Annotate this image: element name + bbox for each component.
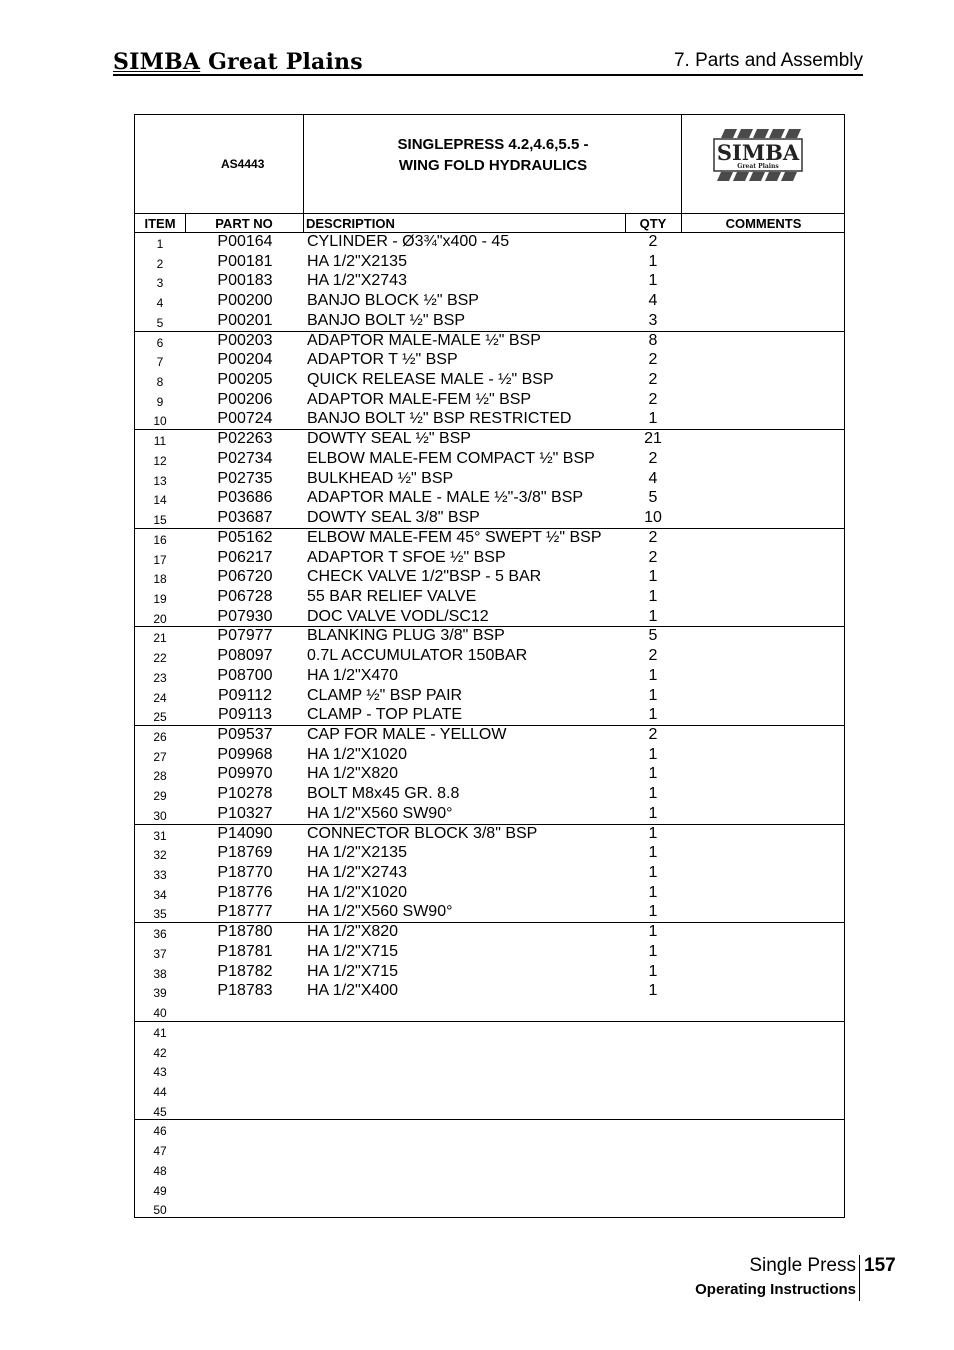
item-number: 46 bbox=[153, 1124, 167, 1139]
item-number: 17 bbox=[153, 552, 167, 567]
item-number: 14 bbox=[153, 493, 167, 508]
item-number: 33 bbox=[153, 868, 167, 883]
parts-sheet bbox=[134, 114, 845, 1218]
part-description: ADAPTOR MALE-FEM ½" BSP bbox=[307, 390, 532, 408]
footer-divider bbox=[859, 1255, 860, 1301]
table-row bbox=[135, 785, 844, 805]
item-number: 10 bbox=[153, 414, 167, 429]
item-number: 22 bbox=[153, 651, 167, 666]
table-row bbox=[135, 627, 844, 647]
table-row bbox=[135, 1042, 844, 1062]
part-number: P07930 bbox=[217, 607, 273, 625]
part-description: BANJO BOLT ½" BSP bbox=[307, 311, 466, 329]
table-row bbox=[135, 1120, 844, 1140]
part-description: ADAPTOR MALE-MALE ½" BSP bbox=[307, 331, 541, 349]
item-number: 4 bbox=[156, 296, 164, 311]
table-row bbox=[135, 509, 844, 529]
col-header-part-no: PART NO bbox=[215, 216, 273, 231]
logo-main-text: SIMBA bbox=[716, 140, 800, 165]
part-description: BLANKING PLUG 3/8" BSP bbox=[307, 627, 505, 645]
part-description: HA 1/2"X820 bbox=[307, 765, 399, 783]
part-description: CHECK VALVE 1/2"BSP - 5 BAR bbox=[307, 568, 542, 586]
brand-name-simba: SIMBA bbox=[113, 49, 201, 75]
quantity: 1 bbox=[648, 252, 658, 270]
quantity: 4 bbox=[648, 292, 658, 310]
part-number: P18783 bbox=[217, 982, 273, 1000]
item-number: 48 bbox=[153, 1163, 167, 1178]
part-description: DOC VALVE VODL/SC12 bbox=[307, 607, 489, 625]
part-description: HA 1/2"X820 bbox=[307, 923, 399, 941]
table-row bbox=[135, 1180, 844, 1200]
table-row bbox=[135, 253, 844, 273]
item-number: 11 bbox=[153, 434, 167, 449]
part-number: P00201 bbox=[217, 311, 273, 329]
item-number: 26 bbox=[153, 730, 167, 744]
item-number: 28 bbox=[153, 769, 167, 784]
part-number: P00164 bbox=[217, 233, 273, 250]
table-row bbox=[135, 1140, 844, 1160]
quantity: 1 bbox=[648, 587, 658, 605]
table-row bbox=[135, 608, 844, 628]
item-number: 44 bbox=[153, 1084, 167, 1099]
quantity: 1 bbox=[648, 272, 658, 290]
part-number: P08097 bbox=[217, 647, 273, 665]
table-row bbox=[135, 371, 844, 391]
page-number: 157 bbox=[864, 1255, 896, 1276]
table-row bbox=[135, 706, 844, 726]
part-number: P09968 bbox=[217, 745, 273, 763]
quantity: 3 bbox=[648, 311, 658, 329]
item-number: 2 bbox=[156, 256, 164, 271]
header-divider bbox=[113, 74, 863, 76]
quantity: 2 bbox=[648, 548, 658, 566]
part-number: P18770 bbox=[217, 864, 273, 882]
table-row bbox=[135, 765, 844, 785]
part-number: P10327 bbox=[217, 804, 273, 822]
table-row bbox=[135, 982, 844, 1002]
quantity: 2 bbox=[648, 233, 658, 250]
part-number: P00205 bbox=[217, 371, 273, 389]
quantity: 1 bbox=[648, 864, 658, 882]
section-title: 7. Parts and Assembly bbox=[673, 50, 863, 71]
part-number: P07977 bbox=[217, 627, 273, 645]
item-number: 27 bbox=[153, 749, 167, 764]
part-number: P18769 bbox=[217, 844, 273, 862]
part-description: HA 1/2"X470 bbox=[307, 666, 399, 684]
part-number: P06720 bbox=[217, 568, 273, 586]
part-description: HA 1/2"X1020 bbox=[307, 745, 407, 763]
table-row bbox=[135, 1061, 844, 1081]
part-description: CONNECTOR BLOCK 3/8" BSP bbox=[307, 824, 538, 842]
part-description: HA 1/2"X2743 bbox=[307, 864, 407, 882]
footer-title: Single Press bbox=[749, 1255, 856, 1276]
part-description: HA 1/2"X2135 bbox=[307, 252, 407, 270]
part-description: ADAPTOR T SFOE ½" BSP bbox=[307, 548, 506, 566]
quantity: 1 bbox=[648, 706, 658, 724]
quantity: 1 bbox=[648, 410, 658, 428]
table-row bbox=[135, 430, 844, 450]
table-row bbox=[135, 391, 844, 411]
assembly-title-line-1: SINGLEPRESS 4.2,4.6,5.5 - bbox=[397, 136, 589, 153]
table-row bbox=[135, 1022, 844, 1042]
part-number: P02263 bbox=[217, 430, 273, 448]
part-number: P00204 bbox=[217, 351, 273, 369]
quantity: 2 bbox=[648, 726, 658, 743]
part-description: BANJO BLOCK ½" BSP bbox=[307, 292, 479, 310]
part-number: P18777 bbox=[217, 903, 273, 921]
item-number: 23 bbox=[153, 670, 167, 685]
quantity: 1 bbox=[648, 666, 658, 684]
footer-subtitle: Operating Instructions bbox=[695, 1281, 856, 1298]
part-description: BANJO BOLT ½" BSP RESTRICTED bbox=[307, 410, 572, 428]
part-number: P02735 bbox=[217, 469, 273, 487]
part-number: P18781 bbox=[217, 942, 273, 960]
quantity: 1 bbox=[648, 686, 658, 704]
part-number: P06217 bbox=[217, 548, 273, 566]
item-number: 6 bbox=[156, 335, 164, 350]
quantity: 1 bbox=[648, 607, 658, 625]
part-description: CYLINDER - Ø3¾"x400 - 45 bbox=[307, 233, 510, 250]
part-description: BULKHEAD ½" BSP bbox=[307, 469, 454, 487]
part-description: HA 1/2"X560 SW90° bbox=[307, 804, 453, 822]
table-row bbox=[135, 450, 844, 470]
title-block-bottom-rule bbox=[135, 213, 844, 214]
item-number: 36 bbox=[153, 927, 167, 942]
part-number: P14090 bbox=[217, 824, 273, 842]
table-row bbox=[135, 687, 844, 707]
part-number: P03687 bbox=[217, 509, 273, 527]
item-number: 32 bbox=[153, 848, 167, 863]
table-row bbox=[135, 805, 844, 825]
part-number: P00724 bbox=[217, 410, 273, 428]
item-number: 35 bbox=[153, 907, 167, 922]
table-row bbox=[135, 1002, 844, 1022]
table-row bbox=[135, 588, 844, 608]
part-description: 0.7L ACCUMULATOR 150BAR bbox=[307, 647, 528, 665]
item-number: 42 bbox=[153, 1045, 167, 1060]
table-row bbox=[135, 332, 844, 352]
brand-name-great-plains: Great Plains bbox=[208, 49, 363, 75]
quantity: 1 bbox=[648, 745, 658, 763]
part-number: P00203 bbox=[217, 331, 273, 349]
table-row bbox=[135, 1160, 844, 1180]
quantity: 1 bbox=[648, 942, 658, 960]
table-row bbox=[135, 410, 844, 430]
part-description: HA 1/2"X560 SW90° bbox=[307, 903, 453, 921]
item-number: 38 bbox=[153, 966, 167, 981]
table-row bbox=[135, 1101, 844, 1121]
part-number: P03686 bbox=[217, 489, 273, 507]
item-number: 15 bbox=[153, 513, 167, 528]
item-number: 20 bbox=[153, 611, 167, 626]
part-number: P18780 bbox=[217, 923, 273, 941]
part-description: CLAMP - TOP PLATE bbox=[307, 706, 463, 724]
item-number: 45 bbox=[153, 1104, 167, 1119]
table-row bbox=[135, 1199, 844, 1219]
part-number: P06728 bbox=[217, 587, 273, 605]
part-description: CAP FOR MALE - YELLOW bbox=[307, 726, 507, 743]
quantity: 1 bbox=[648, 568, 658, 586]
brand-wordmark bbox=[113, 49, 363, 75]
part-description: HA 1/2"X715 bbox=[307, 962, 399, 980]
item-number: 24 bbox=[153, 690, 167, 705]
quantity: 2 bbox=[648, 449, 658, 467]
assembly-title-line-2: WING FOLD HYDRAULICS bbox=[398, 157, 588, 174]
table-row bbox=[135, 943, 844, 963]
quantity: 5 bbox=[648, 627, 658, 645]
part-description: HA 1/2"X400 bbox=[307, 982, 399, 1000]
part-description: HA 1/2"X715 bbox=[307, 942, 399, 960]
table-row bbox=[135, 351, 844, 371]
item-number: 30 bbox=[153, 808, 167, 823]
table-row bbox=[135, 903, 844, 923]
item-number: 50 bbox=[153, 1203, 167, 1218]
part-number: P02734 bbox=[217, 449, 273, 467]
assembly-title bbox=[304, 134, 682, 176]
quantity: 1 bbox=[648, 923, 658, 941]
quantity: 4 bbox=[648, 469, 658, 487]
part-number: P18776 bbox=[217, 883, 273, 901]
quantity: 10 bbox=[644, 509, 662, 527]
column-divider bbox=[303, 213, 304, 232]
part-description: 55 BAR RELIEF VALVE bbox=[307, 587, 477, 605]
quantity: 1 bbox=[648, 982, 658, 1000]
item-number: 29 bbox=[153, 789, 167, 804]
part-number: P00200 bbox=[217, 292, 273, 310]
table-row bbox=[135, 746, 844, 766]
quantity: 1 bbox=[648, 962, 658, 980]
col-header-description: DESCRIPTION bbox=[306, 216, 395, 231]
quantity: 21 bbox=[644, 430, 662, 448]
quantity: 2 bbox=[648, 390, 658, 408]
table-row bbox=[135, 272, 844, 292]
item-number: 34 bbox=[153, 887, 167, 902]
item-number: 18 bbox=[153, 572, 167, 587]
table-row bbox=[135, 825, 844, 845]
item-number: 7 bbox=[156, 355, 164, 370]
item-number: 21 bbox=[153, 631, 167, 646]
part-description: CLAMP ½" BSP PAIR bbox=[307, 686, 463, 704]
table-row bbox=[135, 292, 844, 312]
part-number: P05162 bbox=[217, 528, 273, 546]
table-row bbox=[135, 549, 844, 569]
item-number: 13 bbox=[153, 473, 167, 488]
item-number: 8 bbox=[156, 375, 164, 390]
table-row bbox=[135, 963, 844, 983]
table-row bbox=[135, 667, 844, 687]
item-number: 16 bbox=[153, 532, 167, 547]
quantity: 1 bbox=[648, 785, 658, 803]
table-row bbox=[135, 884, 844, 904]
table-row bbox=[135, 470, 844, 490]
quantity: 2 bbox=[648, 371, 658, 389]
part-number: P00206 bbox=[217, 390, 273, 408]
part-description: QUICK RELEASE MALE - ½" BSP bbox=[307, 371, 554, 389]
item-number: 41 bbox=[153, 1025, 167, 1040]
part-number: P09112 bbox=[218, 686, 272, 704]
col-header-qty: QTY bbox=[639, 216, 667, 231]
table-row bbox=[135, 489, 844, 509]
quantity: 5 bbox=[648, 489, 658, 507]
part-description: ADAPTOR MALE - MALE ½"-3/8" BSP bbox=[307, 489, 584, 507]
part-number: P09537 bbox=[217, 726, 273, 743]
quantity: 1 bbox=[648, 883, 658, 901]
logo-sub-text: Great Plains bbox=[737, 163, 779, 170]
item-number: 1 bbox=[156, 237, 164, 251]
table-row bbox=[135, 844, 844, 864]
table-row bbox=[135, 233, 844, 253]
item-number: 43 bbox=[153, 1065, 167, 1080]
part-number: P00181 bbox=[217, 252, 273, 270]
quantity: 1 bbox=[648, 844, 658, 862]
quantity: 2 bbox=[648, 647, 658, 665]
part-description: ELBOW MALE-FEM 45° SWEPT ½" BSP bbox=[307, 528, 602, 546]
item-number: 5 bbox=[156, 315, 164, 330]
part-number: P10278 bbox=[217, 785, 273, 803]
part-description: DOWTY SEAL ½" BSP bbox=[307, 430, 471, 448]
item-number: 37 bbox=[153, 946, 167, 961]
table-row bbox=[135, 1081, 844, 1101]
quantity: 1 bbox=[648, 824, 658, 842]
part-description: HA 1/2"X2743 bbox=[307, 272, 407, 290]
item-number: 47 bbox=[153, 1144, 167, 1159]
table-row bbox=[135, 529, 844, 549]
table-row bbox=[135, 312, 844, 332]
assembly-number: AS4443 bbox=[221, 157, 265, 171]
item-number: 31 bbox=[153, 828, 167, 843]
item-number: 25 bbox=[153, 710, 167, 725]
table-row bbox=[135, 647, 844, 667]
quantity: 2 bbox=[648, 351, 658, 369]
part-number: P08700 bbox=[217, 666, 273, 684]
part-number: P18782 bbox=[217, 962, 273, 980]
quantity: 1 bbox=[648, 903, 658, 921]
table-row bbox=[135, 726, 844, 746]
item-number: 9 bbox=[156, 394, 164, 409]
part-description: ADAPTOR T ½" BSP bbox=[307, 351, 458, 369]
col-header-item: ITEM bbox=[144, 216, 176, 231]
item-number: 40 bbox=[153, 1006, 167, 1021]
part-number: P00183 bbox=[217, 272, 273, 290]
part-description: ELBOW MALE-FEM COMPACT ½" BSP bbox=[307, 449, 595, 467]
quantity: 1 bbox=[648, 804, 658, 822]
simba-logo bbox=[713, 127, 805, 183]
table-row bbox=[135, 864, 844, 884]
part-description: DOWTY SEAL 3/8" BSP bbox=[307, 509, 480, 527]
part-number: P09113 bbox=[218, 706, 272, 724]
quantity: 8 bbox=[648, 331, 658, 349]
item-number: 12 bbox=[153, 453, 167, 468]
part-description: HA 1/2"X1020 bbox=[307, 883, 407, 901]
item-number: 19 bbox=[153, 591, 167, 606]
part-number: P09970 bbox=[217, 765, 273, 783]
item-number: 3 bbox=[156, 276, 164, 291]
table-row bbox=[135, 568, 844, 588]
col-header-comments: COMMENTS bbox=[725, 216, 802, 231]
part-description: HA 1/2"X2135 bbox=[307, 844, 407, 862]
part-description: BOLT M8x45 GR. 8.8 bbox=[307, 785, 460, 803]
quantity: 1 bbox=[648, 765, 658, 783]
item-number: 49 bbox=[153, 1183, 167, 1198]
quantity: 2 bbox=[648, 528, 658, 546]
table-row bbox=[135, 923, 844, 943]
item-number: 39 bbox=[153, 986, 167, 1001]
